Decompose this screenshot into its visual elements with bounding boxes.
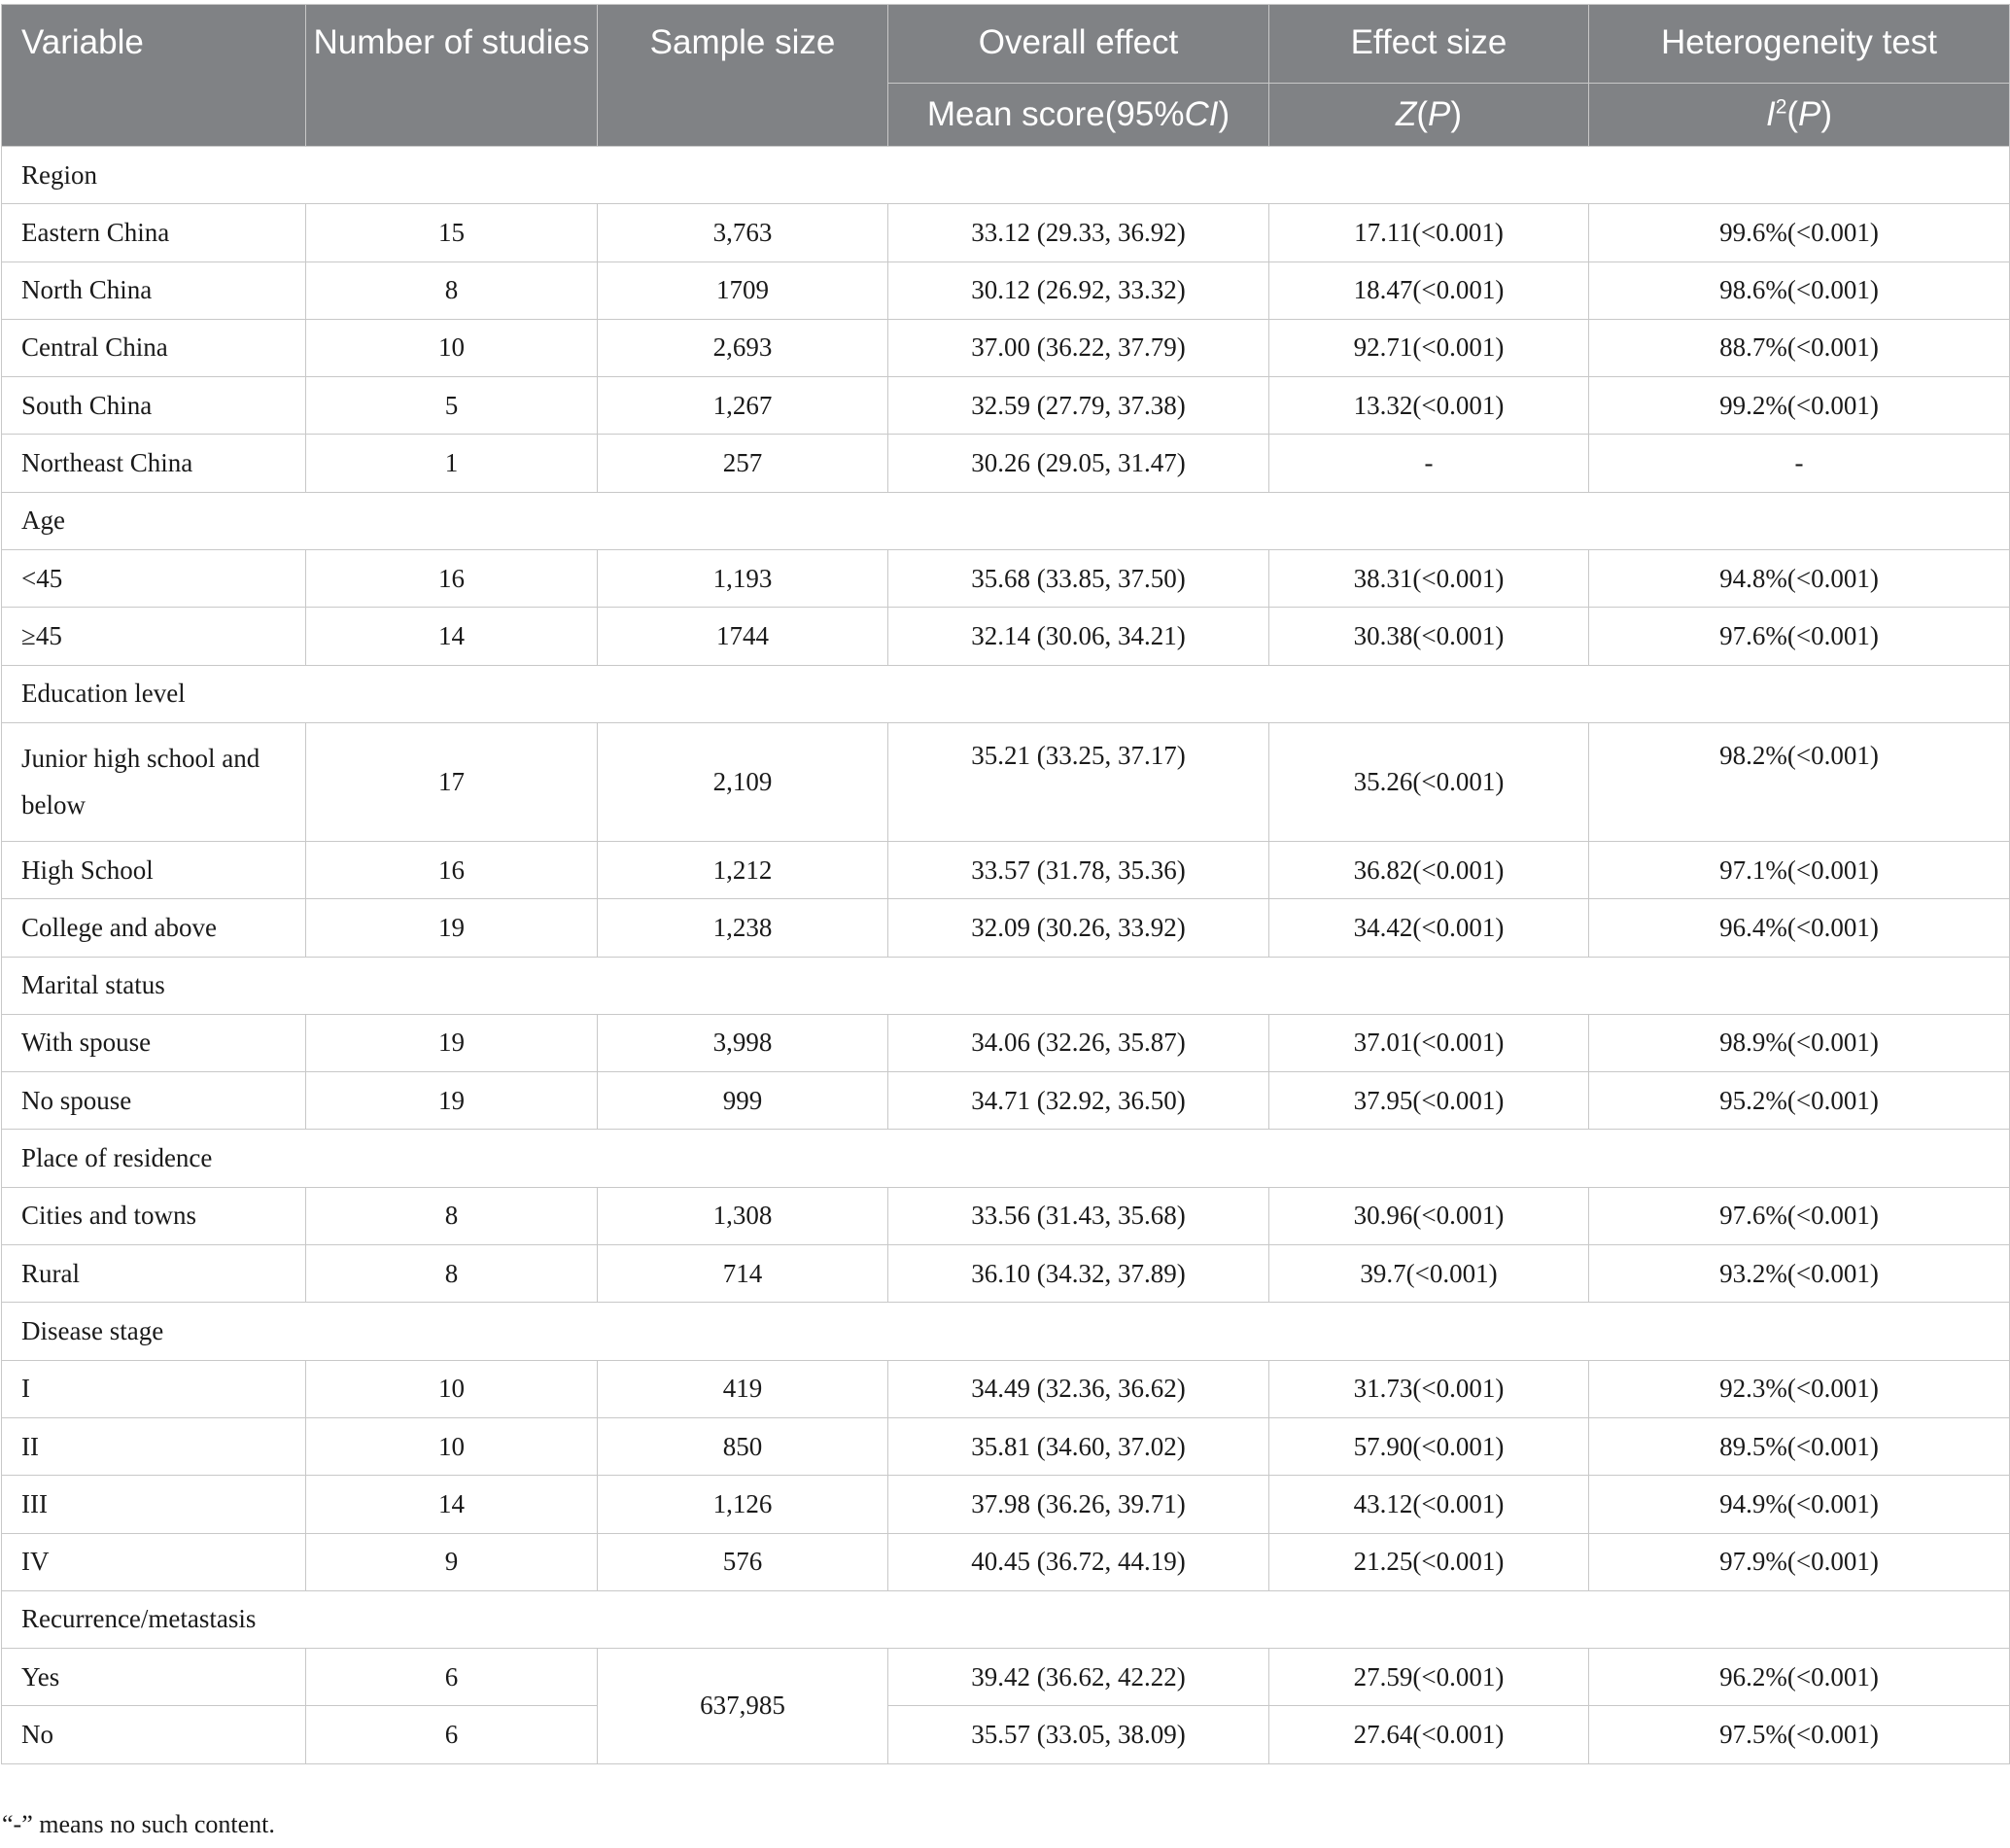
table-row bbox=[2, 1417, 2010, 1475]
group-recurrence: Recurrence/metastasis bbox=[2, 1590, 2010, 1648]
variable-cell: I bbox=[2, 1360, 306, 1417]
mean-score-cell: 33.56 (31.43, 35.68) bbox=[888, 1187, 1269, 1244]
results-table bbox=[1, 4, 2010, 1764]
studies-cell: 14 bbox=[306, 608, 598, 665]
effect-size-cell: 30.38(<0.001) bbox=[1269, 608, 1589, 665]
sample-cell: 1709 bbox=[598, 262, 888, 319]
effect-size-cell: - bbox=[1269, 435, 1589, 492]
table-row bbox=[2, 1187, 2010, 1244]
mean-score-cell: 35.21 (33.25, 37.17) bbox=[888, 722, 1269, 841]
heterogeneity-cell: 93.2%(<0.001) bbox=[1589, 1245, 2010, 1303]
studies-cell: 19 bbox=[306, 1072, 598, 1130]
heterogeneity-cell: 92.3%(<0.001) bbox=[1589, 1360, 2010, 1417]
studies-cell: 5 bbox=[306, 377, 598, 435]
table-row bbox=[2, 550, 2010, 608]
table-row bbox=[2, 319, 2010, 376]
sample-cell: 1,126 bbox=[598, 1476, 888, 1533]
group-education: Education level bbox=[2, 665, 2010, 722]
studies-cell: 16 bbox=[306, 841, 598, 898]
heterogeneity-cell: 99.2%(<0.001) bbox=[1589, 377, 2010, 435]
mean-score-cell: 32.14 (30.06, 34.21) bbox=[888, 608, 1269, 665]
header-overall-effect: Overall effect bbox=[888, 5, 1269, 84]
table-row bbox=[2, 1706, 2010, 1763]
heterogeneity-cell: 97.1%(<0.001) bbox=[1589, 841, 2010, 898]
variable-cell: ≥45 bbox=[2, 608, 306, 665]
header-effect-size: Effect size bbox=[1269, 5, 1589, 84]
header-sample-size: Sample size bbox=[598, 5, 888, 147]
table-row bbox=[2, 204, 2010, 262]
heterogeneity-cell: 99.6%(<0.001) bbox=[1589, 204, 2010, 262]
group-residence: Place of residence bbox=[2, 1130, 2010, 1187]
mean-score-cell: 34.06 (32.26, 35.87) bbox=[888, 1014, 1269, 1071]
subheader-i2-p: $I^2(P)$ bbox=[1589, 84, 2010, 147]
variable-cell: Junior high school and below bbox=[2, 722, 306, 841]
effect-size-cell: 21.25(<0.001) bbox=[1269, 1533, 1589, 1590]
studies-cell: 8 bbox=[306, 1187, 598, 1244]
variable-cell: Yes bbox=[2, 1649, 306, 1706]
variable-cell: College and above bbox=[2, 899, 306, 957]
effect-size-cell: 35.26(<0.001) bbox=[1269, 722, 1589, 841]
mean-score-cell: 32.09 (30.26, 33.92) bbox=[888, 899, 1269, 957]
sample-cell: 1,212 bbox=[598, 841, 888, 898]
mean-score-cell: 35.81 (34.60, 37.02) bbox=[888, 1417, 1269, 1475]
sample-cell: 2,109 bbox=[598, 722, 888, 841]
effect-size-cell: 31.73(<0.001) bbox=[1269, 1360, 1589, 1417]
table-row bbox=[2, 608, 2010, 665]
studies-cell: 6 bbox=[306, 1706, 598, 1763]
heterogeneity-cell: 96.2%(<0.001) bbox=[1589, 1649, 2010, 1706]
studies-cell: 10 bbox=[306, 319, 598, 376]
group-age: Age bbox=[2, 492, 2010, 549]
variable-cell: Eastern China bbox=[2, 204, 306, 262]
variable-cell: <45 bbox=[2, 550, 306, 608]
mean-score-cell: 34.49 (32.36, 36.62) bbox=[888, 1360, 1269, 1417]
sample-cell: 3,763 bbox=[598, 204, 888, 262]
variable-cell: North China bbox=[2, 262, 306, 319]
studies-cell: 6 bbox=[306, 1649, 598, 1706]
mean-score-cell: 35.57 (33.05, 38.09) bbox=[888, 1706, 1269, 1763]
heterogeneity-cell: 94.8%(<0.001) bbox=[1589, 550, 2010, 608]
sample-cell: 419 bbox=[598, 1360, 888, 1417]
sample-cell: 999 bbox=[598, 1072, 888, 1130]
sample-cell: 3,998 bbox=[598, 1014, 888, 1071]
table-row bbox=[2, 377, 2010, 435]
studies-cell: 10 bbox=[306, 1417, 598, 1475]
mean-score-cell: 39.42 (36.62, 42.22) bbox=[888, 1649, 1269, 1706]
variable-cell: No bbox=[2, 1706, 306, 1763]
effect-size-cell: 43.12(<0.001) bbox=[1269, 1476, 1589, 1533]
effect-size-cell: 34.42(<0.001) bbox=[1269, 899, 1589, 957]
sample-cell: 714 bbox=[598, 1245, 888, 1303]
heterogeneity-cell: 97.6%(<0.001) bbox=[1589, 1187, 2010, 1244]
mean-score-cell: 33.57 (31.78, 35.36) bbox=[888, 841, 1269, 898]
heterogeneity-cell: 96.4%(<0.001) bbox=[1589, 899, 2010, 957]
variable-cell: No spouse bbox=[2, 1072, 306, 1130]
sample-cell: 1,308 bbox=[598, 1187, 888, 1244]
studies-cell: 8 bbox=[306, 262, 598, 319]
effect-size-cell: 30.96(<0.001) bbox=[1269, 1187, 1589, 1244]
variable-cell: III bbox=[2, 1476, 306, 1533]
header-heterogeneity-test: Heterogeneity test bbox=[1589, 5, 2010, 84]
studies-cell: 9 bbox=[306, 1533, 598, 1590]
mean-score-cell: 33.12 (29.33, 36.92) bbox=[888, 204, 1269, 262]
variable-cell: Rural bbox=[2, 1245, 306, 1303]
table-row bbox=[2, 1360, 2010, 1417]
mean-score-cell: 32.59 (27.79, 37.38) bbox=[888, 377, 1269, 435]
variable-cell: High School bbox=[2, 841, 306, 898]
variable-cell: Northeast China bbox=[2, 435, 306, 492]
sample-cell: 1,238 bbox=[598, 899, 888, 957]
heterogeneity-cell: 98.2%(<0.001) bbox=[1589, 722, 2010, 841]
table-footnote: “-” means no such content. bbox=[2, 1810, 275, 1838]
heterogeneity-cell: 95.2%(<0.001) bbox=[1589, 1072, 2010, 1130]
heterogeneity-cell: 94.9%(<0.001) bbox=[1589, 1476, 2010, 1533]
subheader-mean-score: Mean score(95%CI) bbox=[888, 84, 1269, 147]
mean-score-cell: 37.00 (36.22, 37.79) bbox=[888, 319, 1269, 376]
variable-cell: South China bbox=[2, 377, 306, 435]
studies-cell: 17 bbox=[306, 722, 598, 841]
sample-cell: 850 bbox=[598, 1417, 888, 1475]
studies-cell: 19 bbox=[306, 899, 598, 957]
effect-size-cell: 57.90(<0.001) bbox=[1269, 1417, 1589, 1475]
sample-cell: 1,267 bbox=[598, 377, 888, 435]
effect-size-cell: 27.59(<0.001) bbox=[1269, 1649, 1589, 1706]
table-row bbox=[2, 435, 2010, 492]
table-row bbox=[2, 1014, 2010, 1071]
effect-size-cell: 38.31(<0.001) bbox=[1269, 550, 1589, 608]
studies-cell: 16 bbox=[306, 550, 598, 608]
heterogeneity-cell: 98.9%(<0.001) bbox=[1589, 1014, 2010, 1071]
group-marital: Marital status bbox=[2, 957, 2010, 1014]
mean-score-cell: 30.12 (26.92, 33.32) bbox=[888, 262, 1269, 319]
table-row bbox=[2, 1476, 2010, 1533]
heterogeneity-cell: - bbox=[1589, 435, 2010, 492]
effect-size-cell: 37.95(<0.001) bbox=[1269, 1072, 1589, 1130]
mean-score-cell: 30.26 (29.05, 31.47) bbox=[888, 435, 1269, 492]
sample-cell: 2,693 bbox=[598, 319, 888, 376]
variable-cell: IV bbox=[2, 1533, 306, 1590]
subheader-z-p: Z(P) bbox=[1269, 84, 1589, 147]
effect-size-cell: 92.71(<0.001) bbox=[1269, 319, 1589, 376]
sample-cell: 576 bbox=[598, 1533, 888, 1590]
sample-cell: 1744 bbox=[598, 608, 888, 665]
studies-cell: 19 bbox=[306, 1014, 598, 1071]
studies-cell: 8 bbox=[306, 1245, 598, 1303]
heterogeneity-cell: 98.6%(<0.001) bbox=[1589, 262, 2010, 319]
heterogeneity-cell: 97.5%(<0.001) bbox=[1589, 1706, 2010, 1763]
effect-size-cell: 27.64(<0.001) bbox=[1269, 1706, 1589, 1763]
studies-cell: 10 bbox=[306, 1360, 598, 1417]
table-row bbox=[2, 1649, 2010, 1706]
effect-size-cell: 13.32(<0.001) bbox=[1269, 377, 1589, 435]
header-number-of-studies: Number of studies bbox=[306, 5, 598, 147]
mean-score-cell: 40.45 (36.72, 44.19) bbox=[888, 1533, 1269, 1590]
studies-cell: 14 bbox=[306, 1476, 598, 1533]
studies-cell: 15 bbox=[306, 204, 598, 262]
table-row bbox=[2, 899, 2010, 957]
header-variable: Variable bbox=[2, 5, 306, 147]
table-row bbox=[2, 841, 2010, 898]
variable-cell: Cities and towns bbox=[2, 1187, 306, 1244]
table-row bbox=[2, 1533, 2010, 1590]
table-row bbox=[2, 722, 2010, 841]
mean-score-cell: 35.68 (33.85, 37.50) bbox=[888, 550, 1269, 608]
effect-size-cell: 17.11(<0.001) bbox=[1269, 204, 1589, 262]
effect-size-cell: 36.82(<0.001) bbox=[1269, 841, 1589, 898]
variable-cell: Central China bbox=[2, 319, 306, 376]
heterogeneity-cell: 97.9%(<0.001) bbox=[1589, 1533, 2010, 1590]
sample-cell: 1,193 bbox=[598, 550, 888, 608]
table-row bbox=[2, 1245, 2010, 1303]
effect-size-cell: 39.7(<0.001) bbox=[1269, 1245, 1589, 1303]
variable-cell: II bbox=[2, 1417, 306, 1475]
sample-cell: 637,985 bbox=[598, 1649, 888, 1764]
sample-cell: 257 bbox=[598, 435, 888, 492]
heterogeneity-cell: 88.7%(<0.001) bbox=[1589, 319, 2010, 376]
mean-score-cell: 36.10 (34.32, 37.89) bbox=[888, 1245, 1269, 1303]
mean-score-cell: 34.71 (32.92, 36.50) bbox=[888, 1072, 1269, 1130]
group-stage: Disease stage bbox=[2, 1303, 2010, 1360]
heterogeneity-cell: 89.5%(<0.001) bbox=[1589, 1417, 2010, 1475]
table-row bbox=[2, 262, 2010, 319]
effect-size-cell: 18.47(<0.001) bbox=[1269, 262, 1589, 319]
variable-cell: With spouse bbox=[2, 1014, 306, 1071]
studies-cell: 1 bbox=[306, 435, 598, 492]
heterogeneity-cell: 97.6%(<0.001) bbox=[1589, 608, 2010, 665]
group-region: Region bbox=[2, 147, 2010, 204]
table-row bbox=[2, 1072, 2010, 1130]
effect-size-cell: 37.01(<0.001) bbox=[1269, 1014, 1589, 1071]
mean-score-cell: 37.98 (36.26, 39.71) bbox=[888, 1476, 1269, 1533]
